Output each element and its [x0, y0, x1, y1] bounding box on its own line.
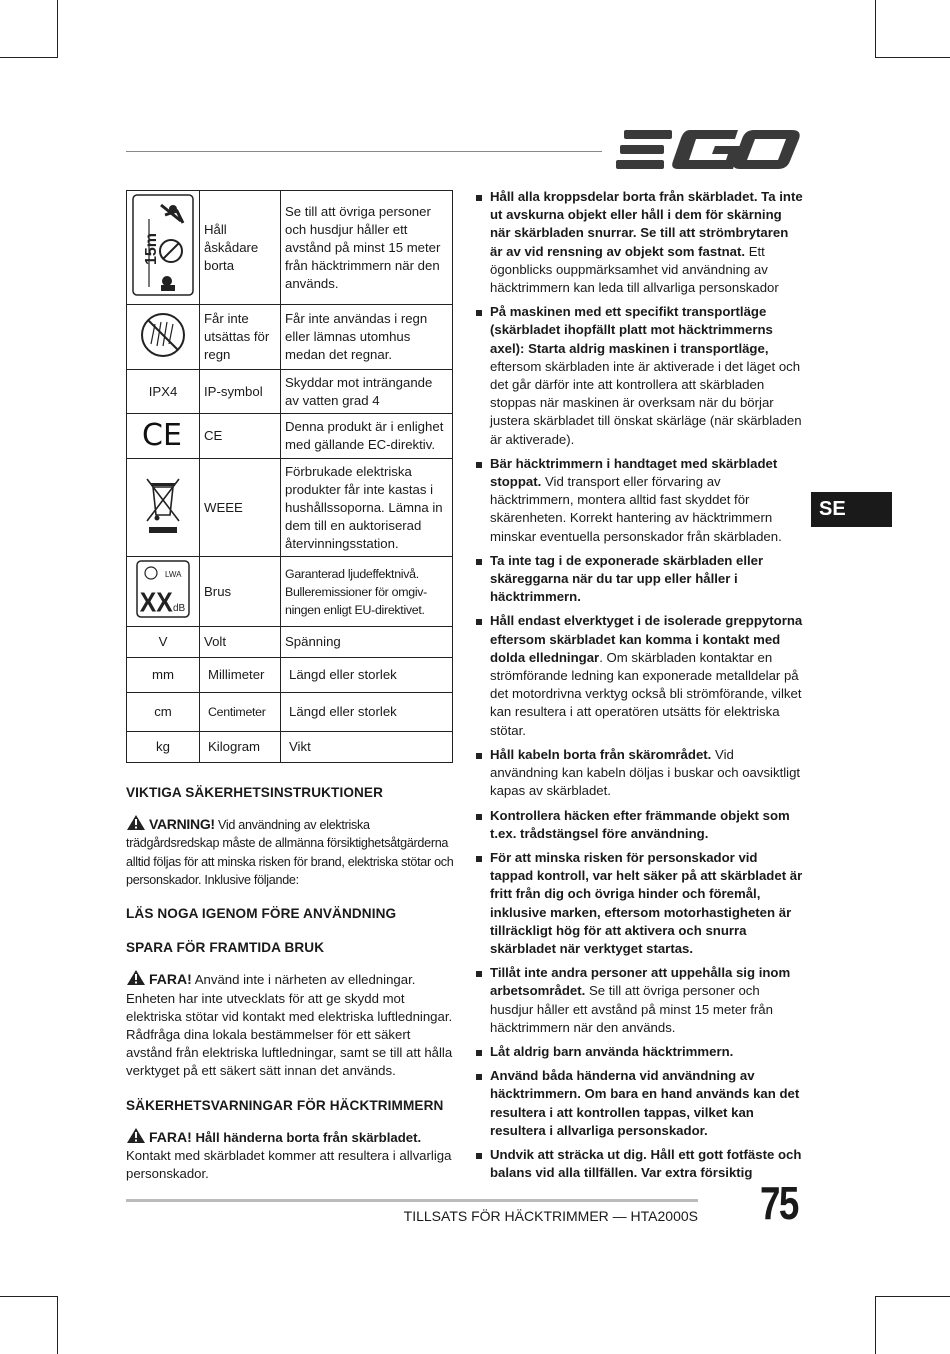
symbol-description: Längd eller storlek — [281, 693, 453, 732]
symbol-name: Brus — [200, 557, 281, 627]
table-row — [127, 370, 453, 414]
symbol-name: CE — [200, 414, 281, 459]
footer-title: TILLSATS FÖR HÄCKTRIMMER — HTA2000S — [403, 1208, 698, 1224]
crop-mark — [57, 0, 58, 58]
crop-mark — [0, 1296, 58, 1297]
symbol-cell: cm — [127, 693, 200, 732]
danger-text: Använd inte i närheten av elledningar. Enheten har inte utvecklats för att ge skydd mot elektriska stötar vid kontakt med elektriska luftledningar. Rådfråga dina lokala bestämmelser för ett säkert avstånd från elektriska luftledningar, samt se till att hålla verktyget på ett säkert sätt innan det används. — [126, 972, 453, 1079]
table-row — [127, 557, 453, 627]
danger-text: Kontakt med skärbladet kommer att resultera i allvarliga personskador. — [126, 1148, 452, 1182]
warning-paragraph — [126, 814, 454, 889]
left-column — [126, 784, 454, 1196]
language-tab: SE — [811, 492, 892, 527]
weee-bin-icon — [143, 473, 183, 537]
symbol-description: Se till att övriga personer och husdjur håller ett avstånd på minst 15 meter från häcktrimmern när den används. — [281, 191, 453, 305]
safety-list — [474, 188, 804, 1182]
table-row — [127, 732, 453, 763]
section-heading: LÄS NOGA IGENOM FÖRE ANVÄNDNING — [126, 906, 397, 922]
table-row — [127, 658, 453, 693]
symbol-name: Håll åskådare borta — [200, 191, 281, 305]
danger-paragraph — [126, 1127, 454, 1184]
list-item: Tillåt inte andra personer att uppehålla sig inom arbetsområdet. Se till att övriga personer och husdjur håller ett avstånd på minst 15 meter från häcktrimmern när den används. — [474, 964, 804, 1037]
right-column — [474, 188, 804, 1188]
noise-level-icon — [135, 559, 191, 619]
symbol-cell — [127, 459, 200, 557]
symbol-description: Spänning — [281, 627, 453, 658]
crop-mark — [875, 1296, 876, 1354]
list-item: Undvik att sträcka ut dig. Håll ett gott fotfäste och balans vid alla tillfällen. Var extra försiktig — [474, 1146, 804, 1182]
symbol-cell — [127, 414, 200, 459]
table-row — [127, 693, 453, 732]
symbol-cell: mm — [127, 658, 200, 693]
symbol-name: IP-symbol — [200, 370, 281, 414]
symbol-description: Garanterad ljudeffektnivå. Bulleremissioner för omgiv-ningen enligt EU-direktivet. — [281, 557, 453, 627]
symbol-description: Denna produkt är i enlighet med gällande EC-direktiv. — [281, 414, 453, 459]
table-row — [127, 414, 453, 459]
footer-rule — [126, 1199, 698, 1202]
symbol-table — [126, 190, 453, 763]
svg-text:XX: XX — [139, 586, 173, 618]
symbol-name: Millimeter — [200, 658, 281, 693]
symbol-name: Centimeter — [200, 693, 281, 732]
symbol-cell — [127, 305, 200, 370]
crop-mark — [875, 1296, 950, 1297]
list-item: Håll kabeln borta från skärområdet. Vid användning kan kabeln döljas i buskar och oavsiktligt kapas av skärbladet. — [474, 746, 804, 801]
danger-bold-text: Håll händerna borta från skärbladet. — [195, 1129, 422, 1145]
header-rule — [126, 151, 602, 152]
symbol-description: Längd eller storlek — [281, 658, 453, 693]
symbol-cell — [127, 191, 200, 305]
symbol-cell: V — [127, 627, 200, 658]
danger-label: FARA! — [149, 1128, 192, 1145]
symbol-description: Skyddar mot inträngande av vatten grad 4 — [281, 370, 453, 414]
symbol-name: Får inte utsättas för regn — [200, 305, 281, 370]
warning-triangle-icon — [126, 969, 146, 986]
svg-text:CE: CE — [142, 417, 182, 450]
symbol-name: WEEE — [200, 459, 281, 557]
svg-text:15m: 15m — [143, 232, 160, 265]
list-item: Använd båda händerna vid användning av häcktrimmern. Om bara en hand används kan det resultera i att kontrollen tappas, vilket kan resultera i allvarliga personskador. — [474, 1067, 804, 1140]
list-item: Kontrollera häcken efter främmande objekt som t.ex. trådstängsel före användning. — [474, 807, 804, 843]
crop-mark — [875, 0, 876, 58]
list-item: Låt aldrig barn använda häcktrimmern. — [474, 1043, 804, 1061]
table-row — [127, 459, 453, 557]
bystander-15m-icon — [131, 193, 195, 297]
table-row — [127, 191, 453, 305]
symbol-cell — [127, 557, 200, 627]
list-item: Håll endast elverktyget i de isolerade greppytorna eftersom skärbladet kan komma i kontakt med dolda elledningar. Om skärbladen kontaktar en strömförande ledning kan exponerade metalldelar på det motordrivna verktyg också bli strömförande, vilket kan resultera i att operatören utsätts för elektriska stötar. — [474, 612, 804, 739]
section-heading: VIKTIGA SÄKERHETSINSTRUKTIONER — [126, 785, 384, 800]
danger-paragraph — [126, 969, 454, 1080]
ego-logo — [616, 128, 800, 172]
symbol-name: Volt — [200, 627, 281, 658]
crop-mark — [57, 1296, 58, 1354]
symbol-name: Kilogram — [200, 732, 281, 763]
list-item: Håll alla kroppsdelar borta från skärbladet. Ta inte ut avskurna objekt eller håll i dem för skärning när skärbladen snurrar. Se till att strömbrytaren är av vid rensning av objekt som fastnat. Ett ögonblicks ouppmärksamhet vid användning av häcktrimmern kan leda till allvarliga personskador — [474, 188, 804, 297]
warning-text: Vid användning av elektriska trädgårdsredskap måste de allmänna försiktighetsåtgärderna alltid följas för att minska risken för brand, elektriska stötar och personskador. Inklusive följande: — [126, 818, 454, 887]
symbol-cell: IPX4 — [127, 370, 200, 414]
symbol-description: Får inte användas i regn eller lämnas utomhus medan det regnar. — [281, 305, 453, 370]
danger-label: FARA! — [149, 971, 192, 988]
symbol-cell: kg — [127, 732, 200, 763]
warning-triangle-icon — [126, 1127, 146, 1144]
crop-mark — [0, 57, 58, 58]
symbol-description: Förbrukade elektriska produkter får inte kastas i hushållssoporna. Lämna in dem till en auktoriserad återvinningsstation. — [281, 459, 453, 557]
table-row — [127, 627, 453, 658]
list-item: För att minska risken för personskador vid tappad kontroll, var helt säker på att skärbladet är fritt från dig och övriga hinder och föremål, inklusive marken, eftersom motorhastigheten är tillräckligt hög för att aktivera och snurra skärbladet när verktyget startas. — [474, 849, 804, 958]
symbol-description: Vikt — [281, 732, 453, 763]
table-row — [127, 305, 453, 370]
no-rain-icon — [133, 310, 193, 360]
section-heading: SÄKERHETSVARNINGAR FÖR HÄCKTRIMMERN — [126, 1097, 444, 1113]
list-item: Bär häcktrimmern i handtaget med skärbladet stoppat. Vid transport eller förvaring av häcktrimmern, montera alltid fast skyddet för skärenheten. Korrekt hantering av häcktrimmern minskar eventuella personskador från skärbladen. — [474, 455, 804, 546]
list-item: Ta inte tag i de exponerade skärbladen eller skäreggarna när du tar upp eller håller i häcktrimmern. — [474, 552, 804, 607]
svg-text:dB: dB — [173, 603, 186, 614]
section-heading: SPARA FÖR FRAMTIDA BRUK — [126, 940, 325, 956]
page-number: 75 — [760, 1177, 798, 1229]
warning-triangle-icon — [126, 814, 146, 831]
crop-mark — [875, 57, 950, 58]
list-item: På maskinen med ett specifikt transportläge (skärbladet ihopfällt platt mot häcktrimmerns axel): Starta aldrig maskinen i transportläge, eftersom skärbladen inte är aktiverade i det läget och det går därför inte att kontrollera att skärbladen stoppas när maskinen är overksam när du börjar justera skärbladet till önskat skärläge (när skärbladen är aktiverade). — [474, 303, 804, 449]
svg-text:LWA: LWA — [165, 570, 182, 579]
ce-mark-icon — [140, 418, 186, 450]
warning-label: VARNING! — [149, 816, 215, 833]
